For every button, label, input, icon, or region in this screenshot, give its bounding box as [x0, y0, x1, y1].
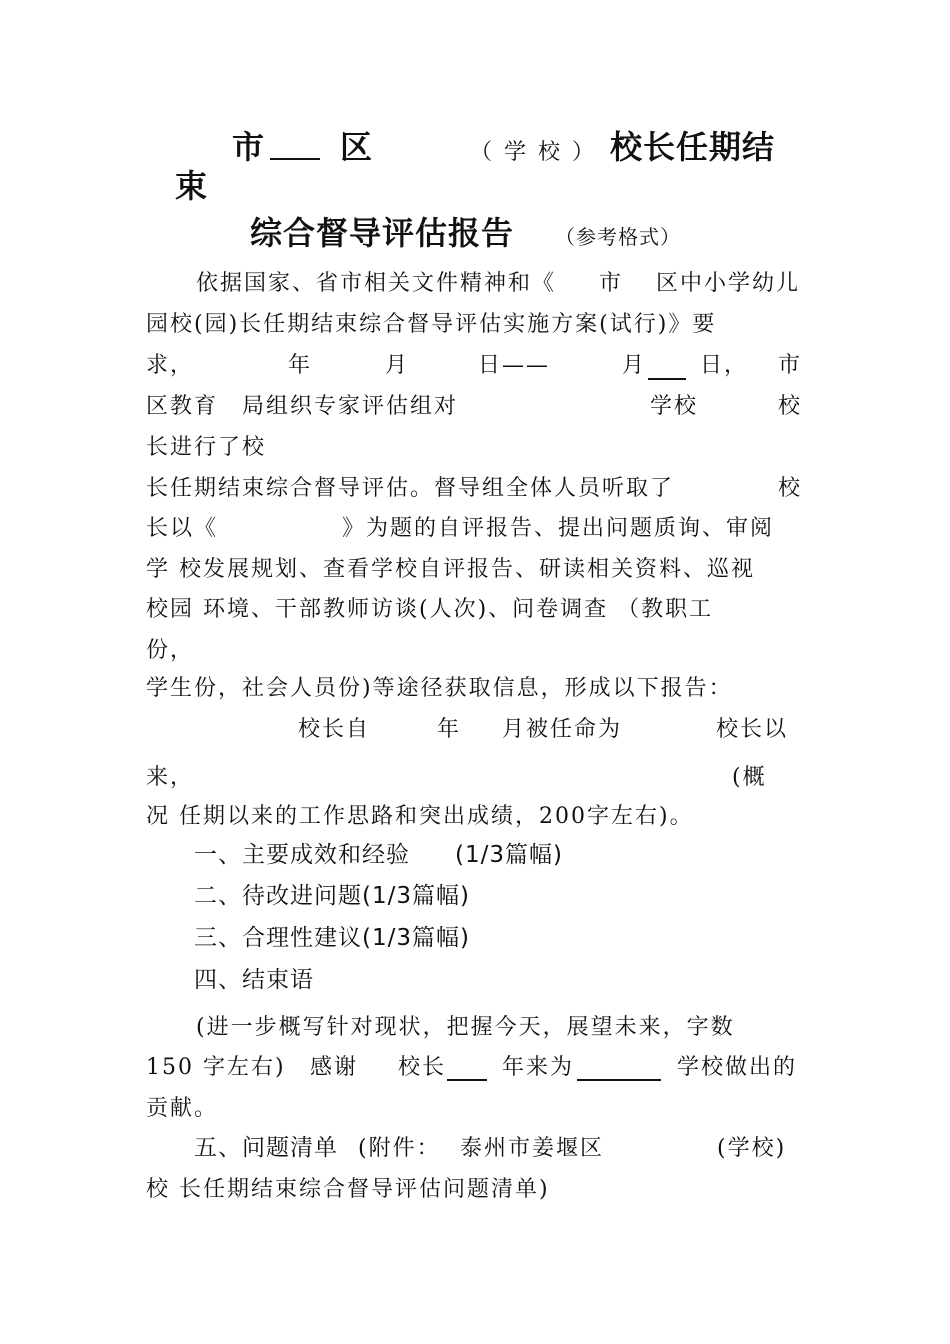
- intro-day-blank: [648, 378, 686, 380]
- title-wrap: 束: [175, 167, 209, 205]
- intro-line-3c: 月: [385, 353, 410, 378]
- problems-c: (学校): [717, 1136, 787, 1161]
- closing-line-2d: 年来为: [502, 1055, 575, 1080]
- intro-line-3e: 月: [622, 353, 647, 378]
- problems-a: (附件：: [358, 1136, 441, 1161]
- problems-b: 泰州市姜堰区: [460, 1136, 605, 1161]
- overview-e: 来，: [146, 765, 195, 790]
- closing-line-2e: 学校做出的: [677, 1055, 798, 1080]
- intro-line-1a: 依据国家、省市相关文件精神和《: [196, 271, 557, 296]
- intro-line-7a: 长以《: [146, 516, 219, 541]
- closing-school-blank: [577, 1079, 661, 1081]
- intro-line-4a: 区教育: [146, 394, 219, 419]
- title-district: 区: [340, 128, 374, 166]
- title-city: 市: [232, 128, 266, 166]
- title-school-paren: （学校）: [470, 140, 607, 165]
- section-1-title: 一、主要成效和经验: [194, 842, 410, 868]
- section-2-title: 二、待改进问题(1/3篇幅): [194, 883, 470, 909]
- closing-line-1: (进一步概写针对现状，把握今天，展望未来，字数: [196, 1015, 735, 1040]
- intro-line-3g: 市: [778, 353, 803, 378]
- overview-b: 年: [437, 717, 462, 742]
- closing-line-2c: 校长: [398, 1055, 447, 1080]
- section-3-title: 三、合理性建议(1/3篇幅): [194, 925, 470, 951]
- intro-line-10: 份，: [146, 638, 195, 663]
- intro-line-4c: 学校: [650, 394, 699, 419]
- intro-line-1c: 区中小学幼儿: [656, 271, 801, 296]
- intro-line-6b: 校: [778, 476, 803, 501]
- intro-line-11: 学生份，社会人员份)等途径获取信息，形成以下报告：: [146, 676, 733, 701]
- title-line2: 综合督导评估报告: [250, 214, 515, 252]
- problems-line-2: 校 长任期结束综合督导评估问题清单): [146, 1177, 550, 1202]
- intro-line-9: 校园 环境、干部教师访谈(人次)、问卷调查 （教职工: [146, 597, 714, 622]
- intro-line-3b: 年: [288, 353, 313, 378]
- intro-line-3f: 日，: [700, 353, 749, 378]
- closing-line-2a: 150 字左右): [146, 1055, 286, 1080]
- intro-line-2: 园校(园)长任期结束综合督导评估实施方案(试行)》要: [146, 312, 717, 337]
- section-5-title: 五、问题清单: [194, 1135, 338, 1161]
- intro-line-4d: 校: [778, 394, 803, 419]
- overview-f: (概: [732, 765, 767, 790]
- closing-years-blank: [447, 1079, 487, 1081]
- intro-line-5: 长进行了校: [146, 435, 267, 460]
- overview-c: 月被任命为: [502, 717, 623, 742]
- intro-line-1b: 市: [599, 271, 624, 296]
- section-1-note: (1/3篇幅): [455, 842, 563, 868]
- intro-line-8: 学 校发展规划、查看学校自评报告、研读相关资料、巡视: [146, 557, 755, 582]
- intro-line-3a: 求，: [146, 353, 195, 378]
- overview-d: 校长以: [716, 717, 789, 742]
- overview-a: 校长自: [298, 717, 371, 742]
- closing-line-3: 贡献。: [146, 1096, 219, 1121]
- title-main: 校长任期结: [610, 128, 776, 166]
- closing-line-2b: 感谢: [310, 1055, 359, 1080]
- intro-line-4b: 局组织专家评估组对: [242, 394, 459, 419]
- section-4-title: 四、结束语: [194, 967, 314, 993]
- intro-line-3d: 日——: [478, 353, 551, 378]
- title-note: （参考格式）: [555, 225, 681, 249]
- intro-line-6a: 长任期结束综合督导评估。督导组全体人员听取了: [146, 476, 675, 501]
- title-city-blank: [270, 158, 320, 160]
- intro-line-7b: 》为题的自评报告、提出问题质询、审阅: [342, 516, 775, 541]
- overview-g: 况 任期以来的工作思路和突出成绩，200字左右)。: [146, 804, 694, 829]
